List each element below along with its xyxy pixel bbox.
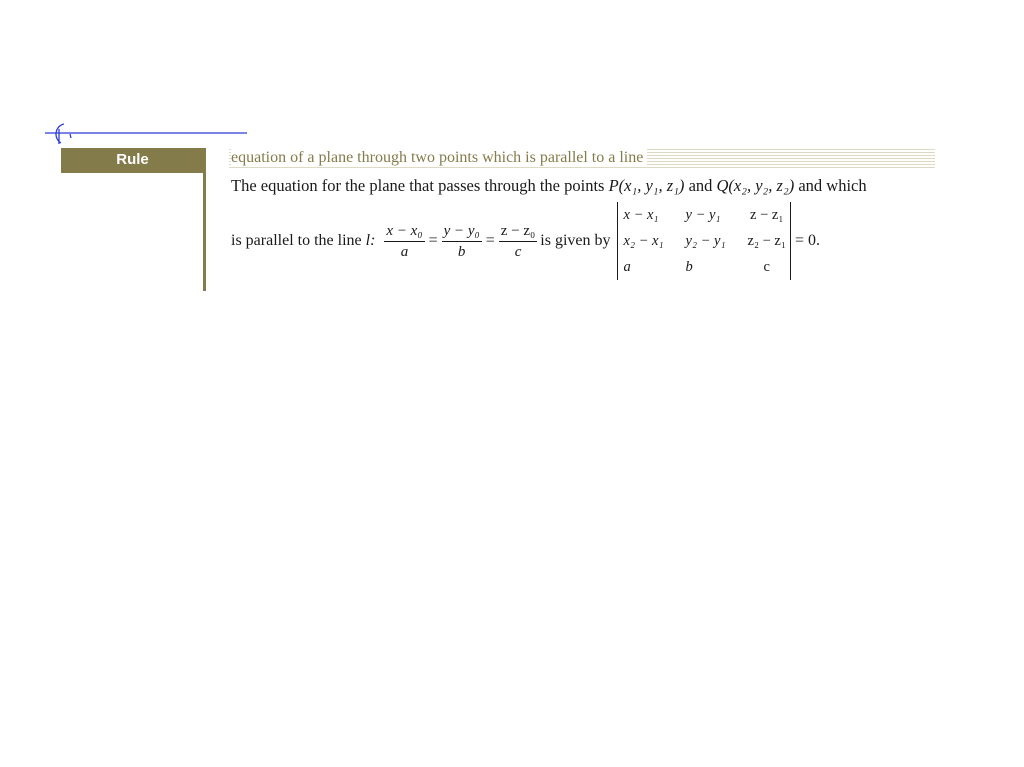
equals-sign: =	[485, 232, 495, 249]
line-name: l:	[365, 232, 376, 249]
fraction-denominator: c	[514, 243, 522, 260]
det-cell: z − z₁	[750, 207, 784, 223]
fraction-numerator: z − z₀	[499, 221, 538, 242]
rule-label: Rule	[61, 148, 204, 171]
det-cell: b	[685, 259, 693, 275]
point-p: P(x₁, y₁, z₁)	[608, 176, 685, 195]
line-eq-fraction-x	[384, 221, 424, 262]
determinant	[617, 202, 791, 280]
rule-frame-divider	[61, 171, 204, 173]
det-cell: x₂ − x₁	[623, 233, 664, 249]
line-eq-fraction-z	[499, 221, 538, 262]
equals-zero: = 0.	[794, 232, 820, 249]
statement-intro: The equation for the plane that passes through the points	[231, 176, 609, 195]
det-cell: a	[623, 259, 631, 275]
det-cell: c	[763, 259, 770, 275]
line-text: is parallel to the line	[231, 232, 362, 249]
det-cell: z₂ − z₁	[747, 233, 786, 249]
det-cell: y − y₁	[685, 207, 721, 223]
fraction-numerator: y − y₀	[442, 221, 482, 242]
statement-and: and	[684, 176, 717, 195]
statement-tail: and which	[794, 176, 867, 195]
fraction-denominator: a	[400, 243, 409, 260]
given-by-text: is given by	[540, 232, 611, 249]
rule-statement-line-1	[231, 176, 867, 196]
equals-sign: =	[428, 232, 438, 249]
fraction-denominator: b	[457, 243, 466, 260]
det-cell: x − x₁	[623, 207, 659, 223]
fraction-numerator: x − x₀	[384, 221, 424, 242]
pen-annotation-mark	[40, 120, 255, 150]
rule-frame-vertical-bar	[203, 148, 206, 291]
rule-heading: equation of a plane through two points which is parallel to a line	[231, 149, 647, 167]
det-cell: y₂ − y₁	[685, 233, 726, 249]
point-q: Q(x₂, y₂, z₂)	[716, 176, 795, 195]
line-eq-fraction-y	[442, 221, 482, 262]
rule-statement-line-2	[231, 200, 820, 282]
